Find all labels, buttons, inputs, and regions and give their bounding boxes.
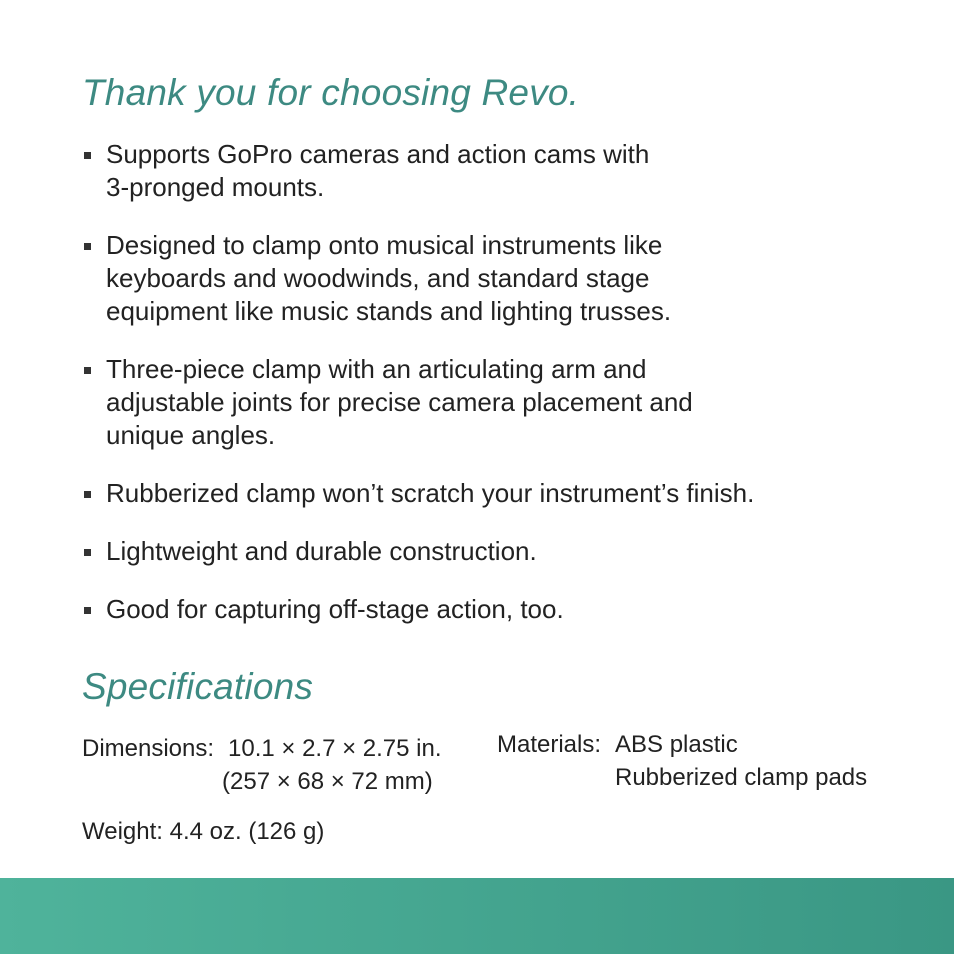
- feature-text: keyboards and woodwinds, and standard stage: [106, 263, 650, 293]
- spec-label: Weight:: [82, 818, 163, 845]
- feature-text: equipment like music stands and lighting trusses.: [106, 296, 672, 326]
- spec-value: (257 × 68 × 72 mm): [222, 768, 433, 795]
- feature-text: Supports GoPro cameras and action cams with: [106, 139, 650, 169]
- spec-value: Rubberized clamp pads: [615, 764, 868, 791]
- feature-text: Lightweight and durable construction.: [106, 536, 537, 566]
- bullet-icon: [84, 367, 91, 374]
- spec-weight: [82, 815, 324, 848]
- feature-text: Designed to clamp onto musical instruments like: [106, 230, 663, 260]
- list-item: [82, 535, 902, 568]
- feature-text: 3-pronged mounts.: [106, 172, 325, 202]
- list-item: [82, 593, 902, 626]
- spec-value: 4.4 oz. (126 g): [169, 818, 325, 845]
- bullet-icon: [84, 549, 91, 556]
- spec-materials: [497, 728, 867, 794]
- spec-label: Dimensions:: [82, 735, 215, 762]
- footer-bar: [0, 878, 954, 954]
- bullet-icon: [84, 152, 91, 159]
- feature-text: unique angles.: [106, 420, 276, 450]
- feature-text: adjustable joints for precise camera placement and: [106, 387, 693, 417]
- feature-list: [82, 138, 902, 651]
- page-title: Thank you for choosing Revo.: [82, 72, 580, 113]
- bullet-icon: [84, 607, 91, 614]
- specifications-title: Specifications: [82, 666, 314, 707]
- list-item: [82, 229, 902, 328]
- spec-dimensions: [82, 732, 442, 798]
- feature-text: Rubberized clamp won’t scratch your instrument’s finish.: [106, 478, 755, 508]
- bullet-icon: [84, 491, 91, 498]
- spec-value: 10.1 × 2.7 × 2.75 in.: [228, 735, 442, 762]
- list-item: [82, 138, 902, 204]
- spec-label: Materials:: [497, 731, 602, 758]
- list-item: [82, 353, 902, 452]
- spec-value: ABS plastic: [615, 731, 738, 758]
- bullet-icon: [84, 243, 91, 250]
- list-item: [82, 477, 902, 510]
- feature-text: Three-piece clamp with an articulating arm and: [106, 354, 647, 384]
- feature-text: Good for capturing off-stage action, too.: [106, 594, 564, 624]
